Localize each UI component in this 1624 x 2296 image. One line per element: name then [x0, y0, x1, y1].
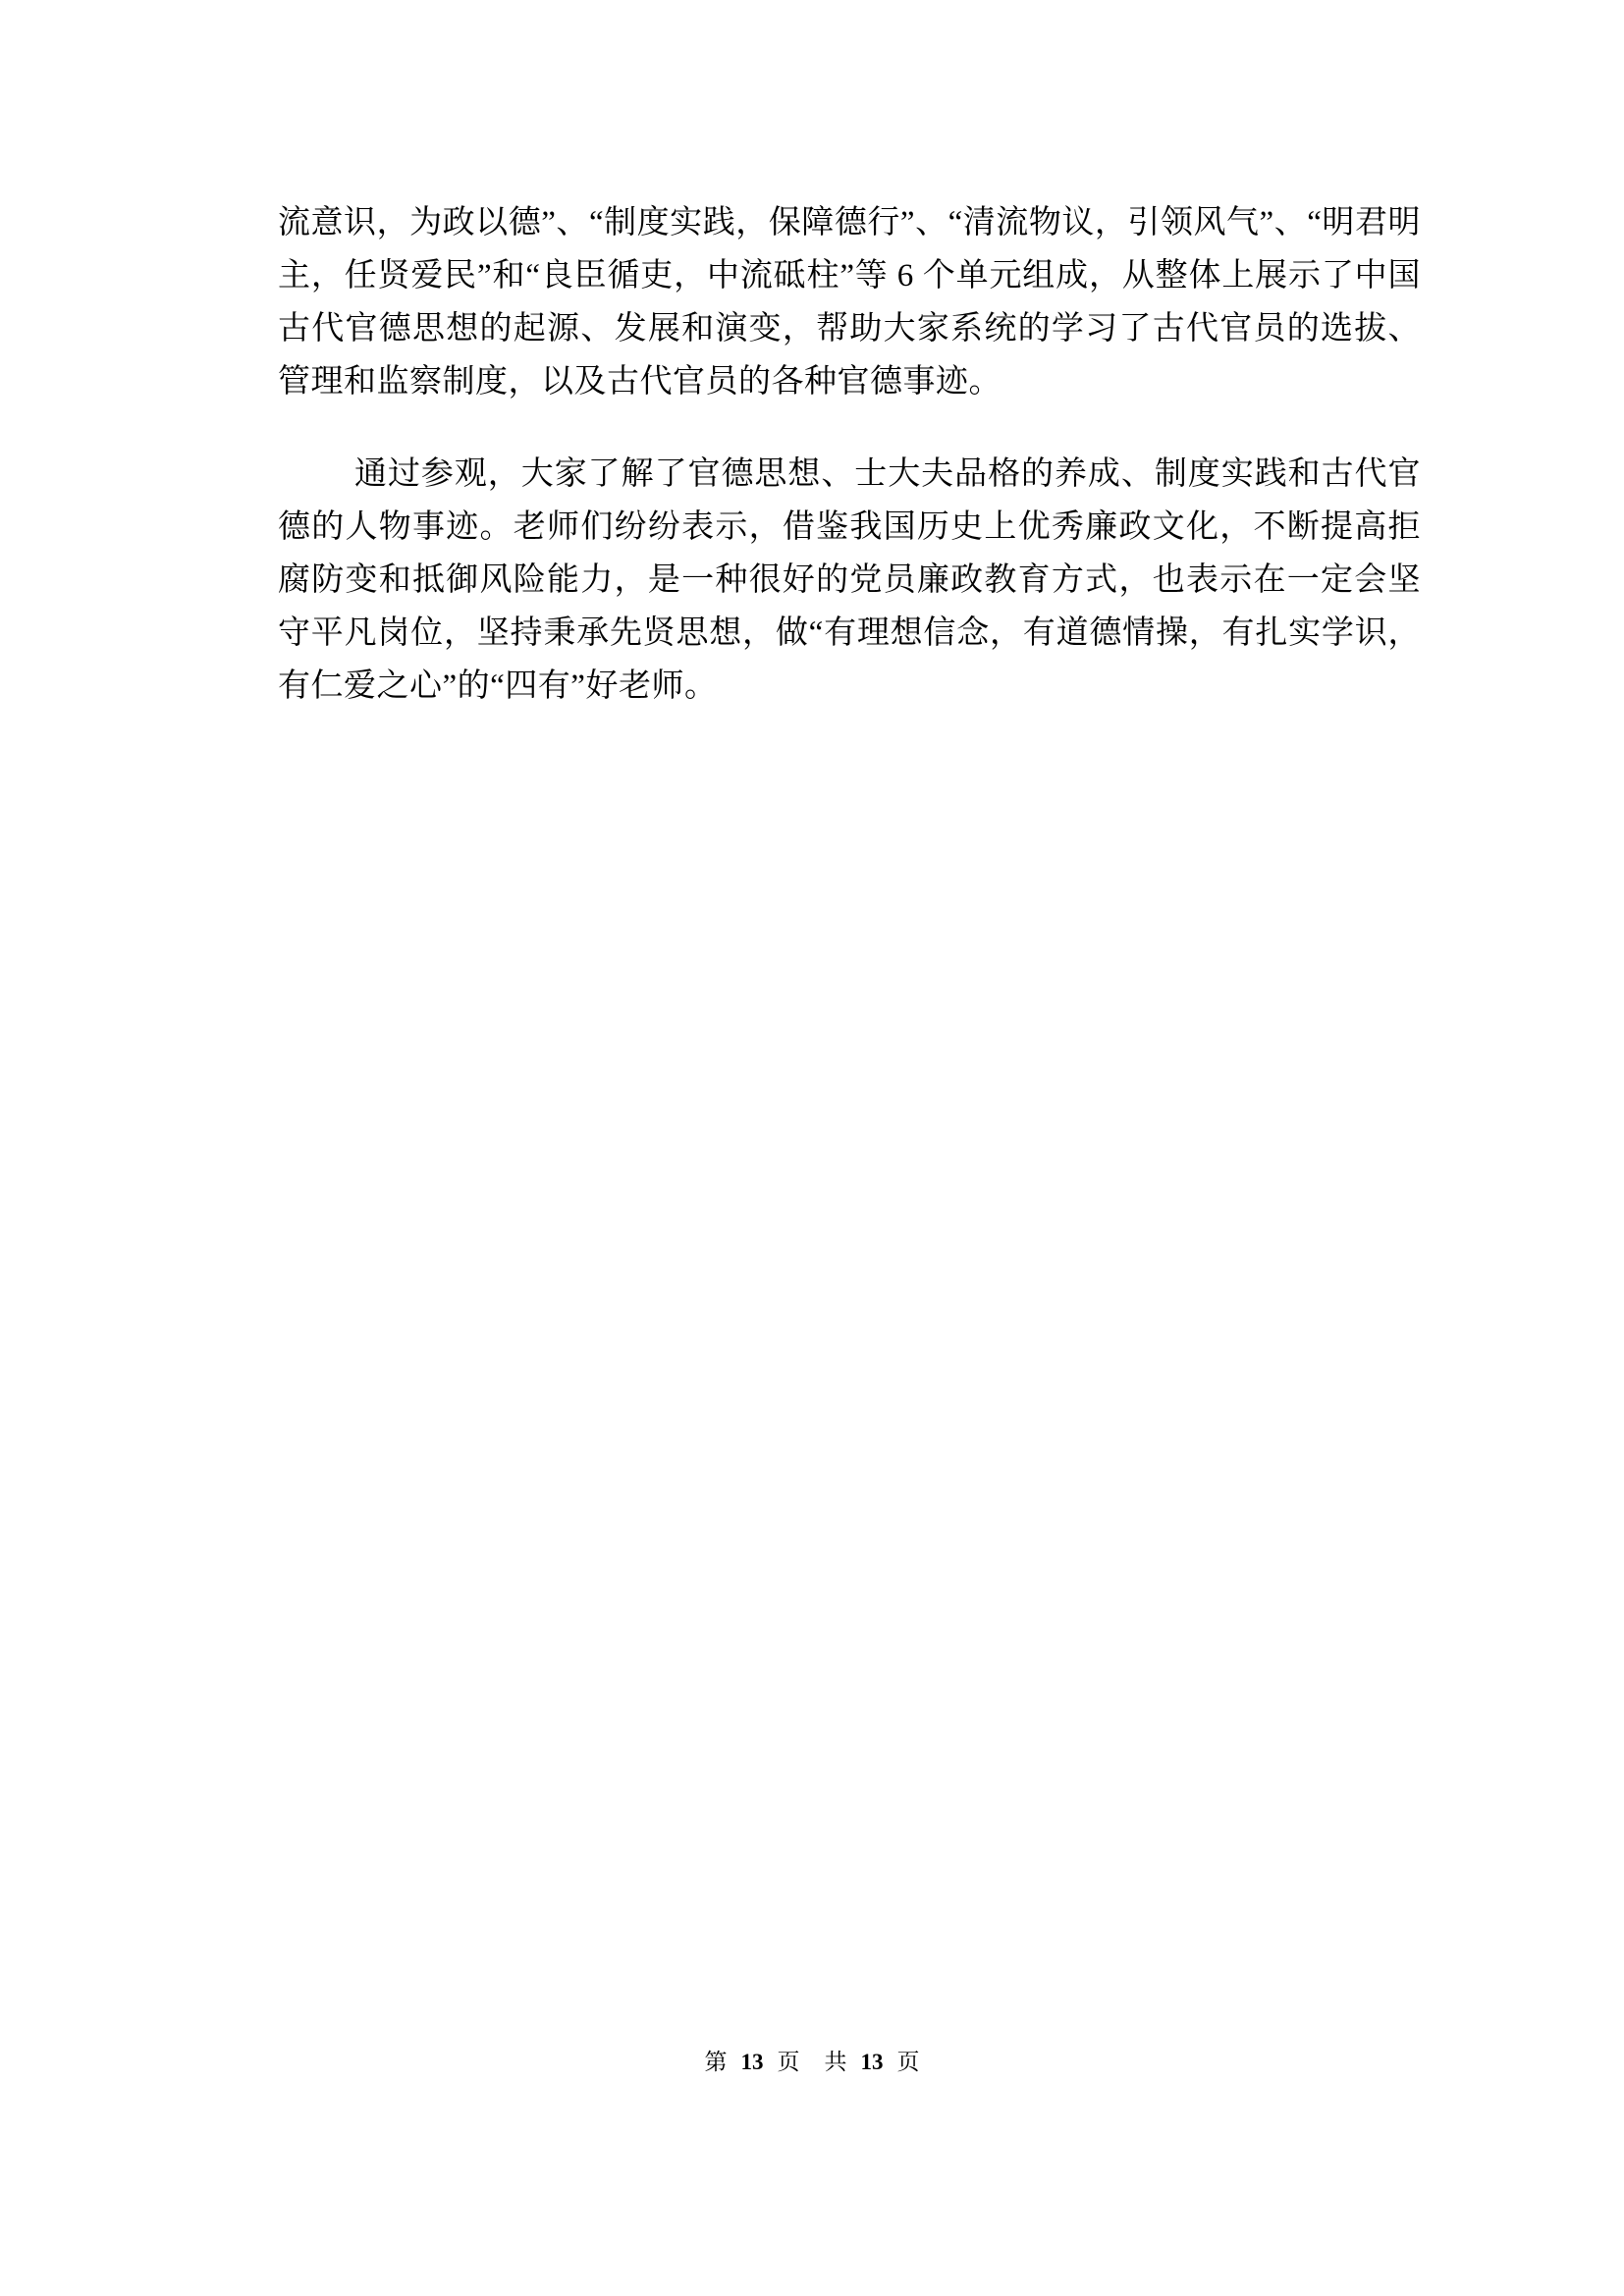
footer-label-gong: 共	[824, 2050, 847, 2074]
footer-label-ye-2: 页	[896, 2050, 920, 2074]
body-paragraph-1: 流意识，为政以德”、“制度实践，保障德行”、“清流物议，引领风气”、“明君明主，任贤爱民”和“良臣循吏，中流砥柱”等 6 个单元组成，从整体上展示了中国古代官德思想的起源、发展和演变，帮助大家系统的学习了古代官员的选拔、管理和监察制度，以及古代官员的各种官德事迹。	[278, 205, 1421, 400]
current-page-number: 13	[740, 2050, 764, 2074]
total-page-count: 13	[860, 2050, 884, 2074]
document-body	[278, 196, 1421, 713]
body-paragraph-2: 通过参观，大家了解了官德思想、士大夫品格的养成、制度实践和古代官德的人物事迹。老师们纷纷表示，借鉴我国历史上优秀廉政文化，不断提高拒腐防变和抵御风险能力，是一种很好的党员廉政教育方式，也表示在一定会坚守平凡岗位，坚持秉承先贤思想，做“有理想信念，有道德情操，有扎实学识，有仁爱之心”的“四有”好老师。	[278, 456, 1421, 704]
footer-label-di: 第	[704, 2050, 728, 2074]
page-footer	[0, 2048, 1624, 2077]
footer-label-ye: 页	[777, 2050, 800, 2074]
